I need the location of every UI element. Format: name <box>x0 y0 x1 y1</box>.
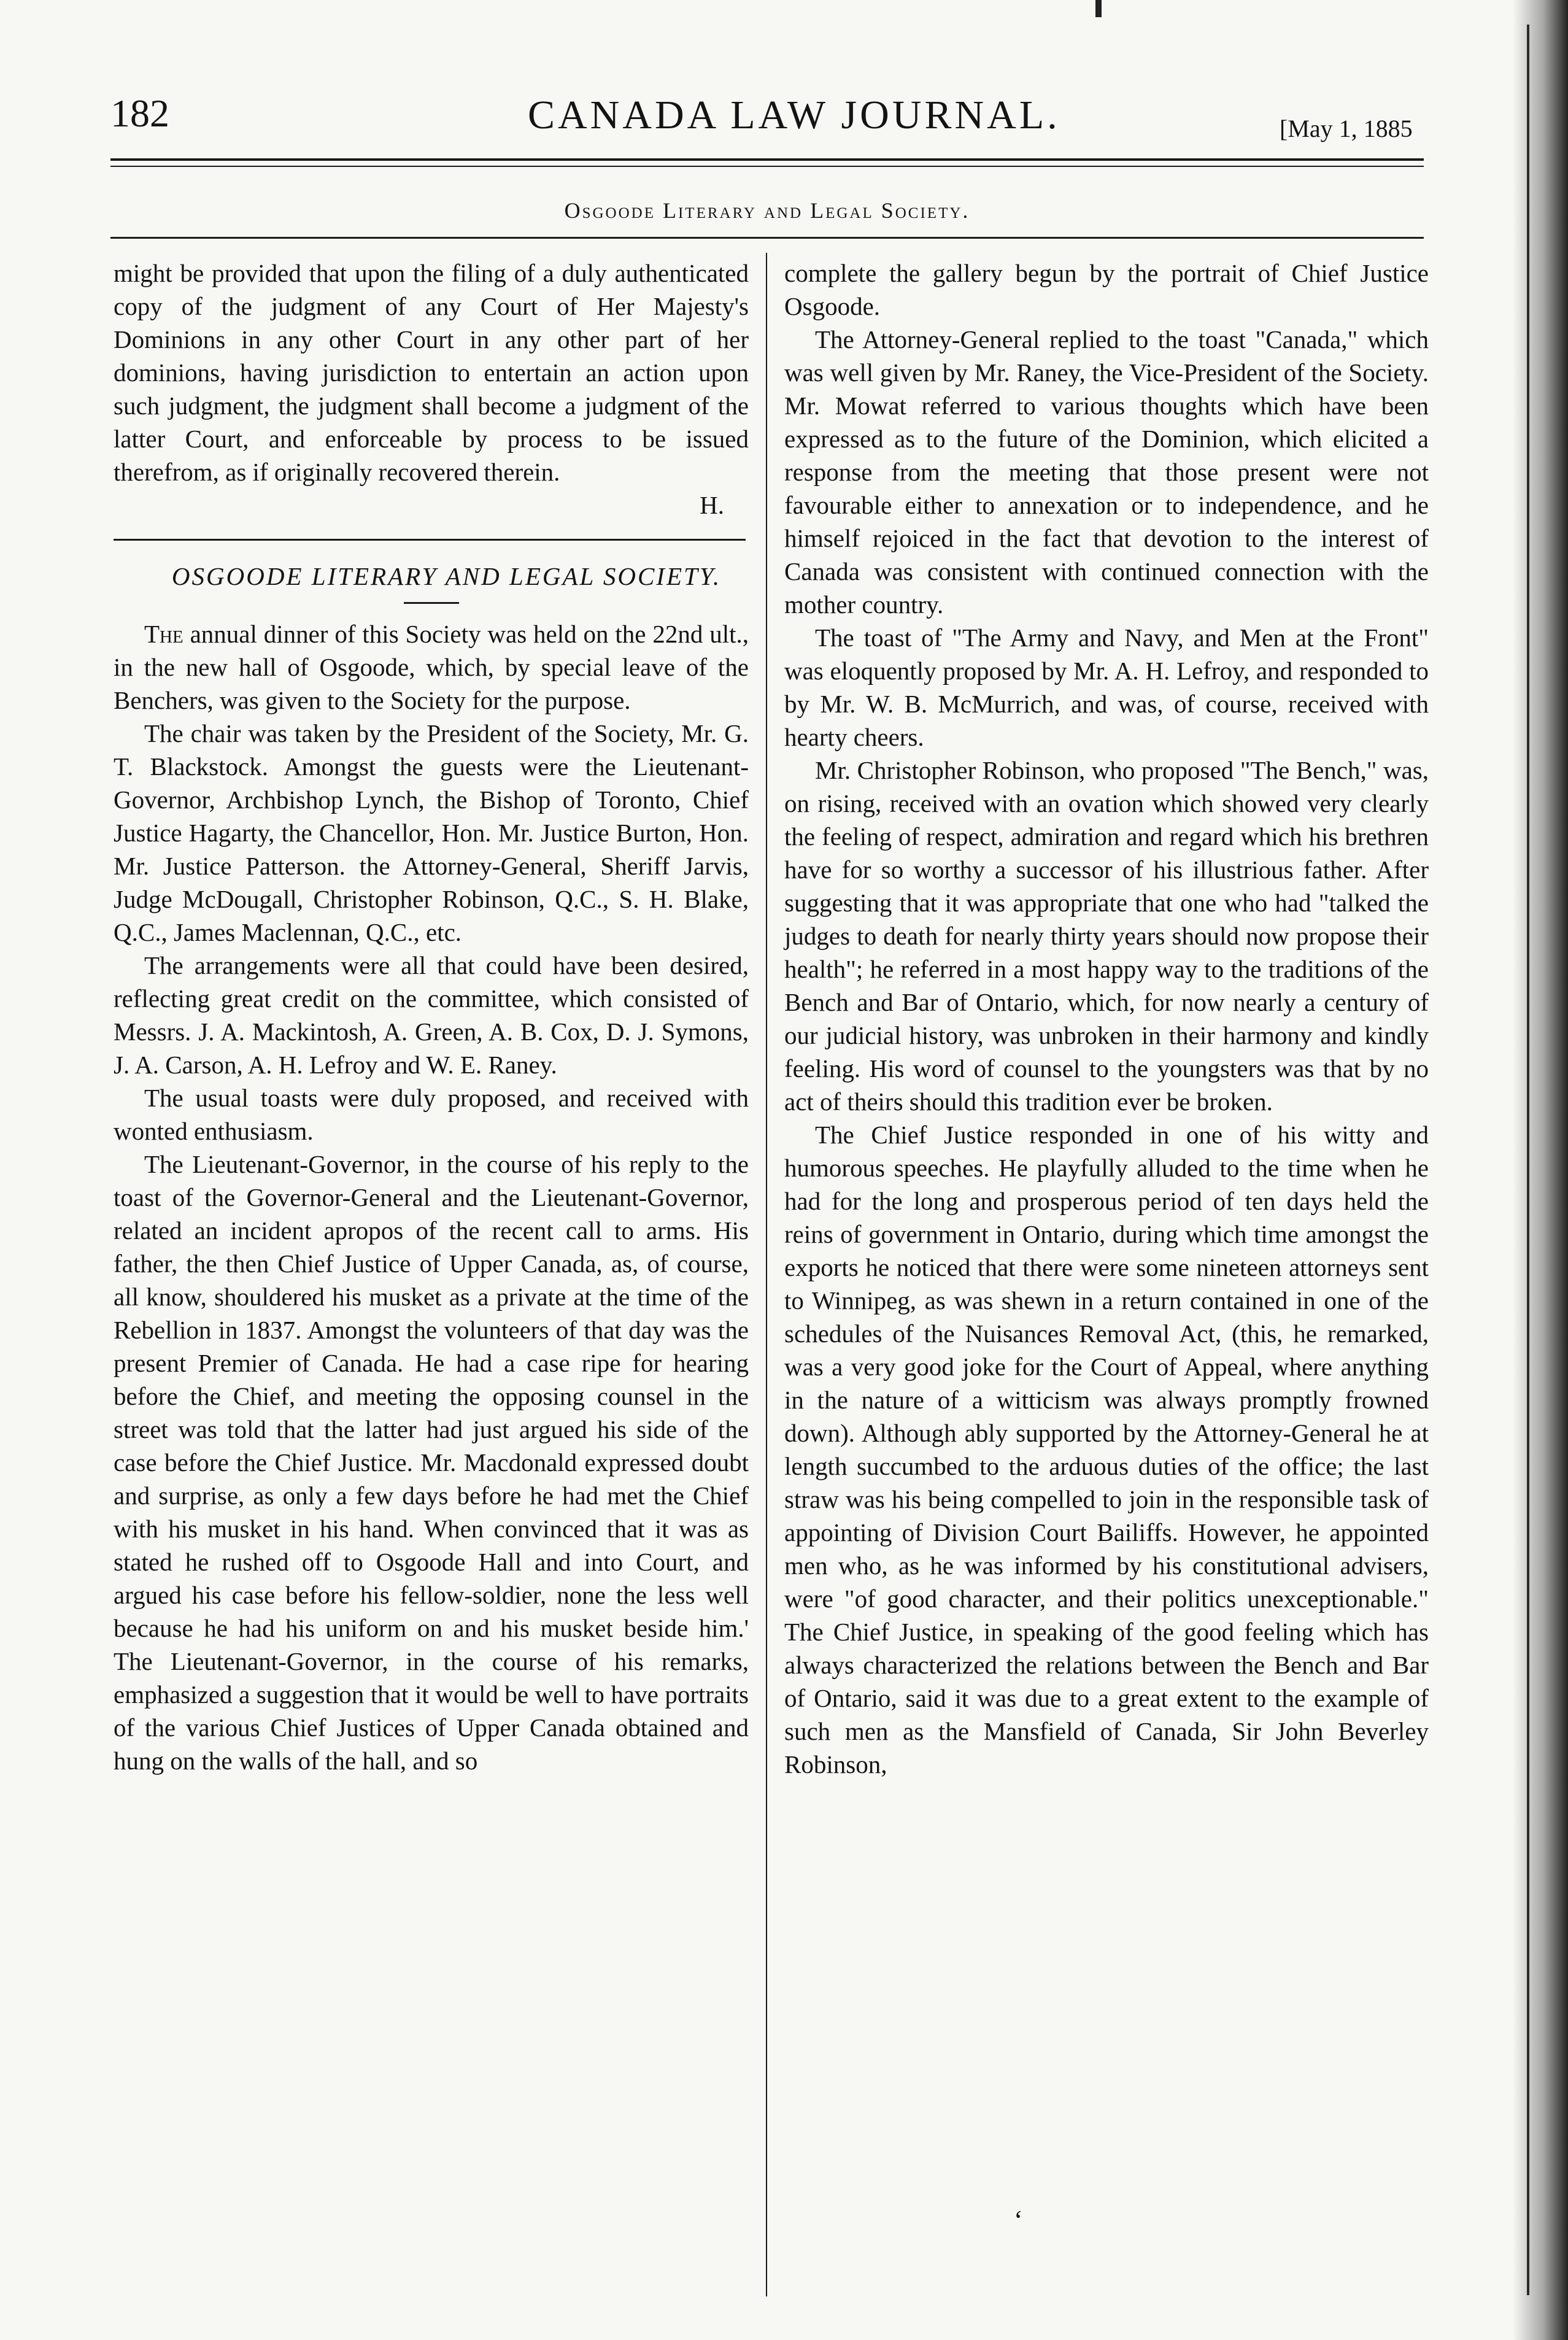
scan-edge-line <box>1527 25 1529 2295</box>
article-paragraph: The Attorney-General replied to the toast "Canada," which was well given by Mr. Raney, the Vice-President of the Society. Mr. Mowat referred to various thoughts which have been expressed as to the future of the Dominion, which elicited a response from the meeting that those present were not favourable either to annexation or to independence, and he himself rejoiced in the fact that devotion to the interest of Canada was consistent with continued connection with the mother country. <box>784 325 1429 619</box>
paragraph-text: annual dinner of this Society was held on the 22nd ult., in the new hall of Osgoode, which, by special leave of the Benchers, was given to the Society for the purpose. <box>114 620 749 714</box>
author-signature: H. <box>700 491 724 519</box>
article-paragraph: The toast of "The Army and Navy, and Men at the Front" was eloquently proposed by Mr. A. H. Lefroy, and responded to by Mr. W. B. McMurrich, and was, of course, received with hearty cheers. <box>784 624 1429 751</box>
article-paragraph: The Chief Justice responded in one of his witty and humorous speeches. He playfully alluded to the time when he had for the long and prosperous period of ten days held the reins of government in Ontario, during which time amongst the exports he noticed that there were some nineteen attorneys sent to Winnipeg, as was shewn in a return contained in one of the schedules of the Nuisances Removal Act, (this, he remarked, was a very good joke for the Court of Appeal, where anything in the nature of a witticism was always promptly frowned down). Although ably supported by the Attorney-General he at length succumbed to the arduous duties of the office; the last straw was his being compelled to join in the responsible task of appointing of Division Court Bailiffs. However, he appointed men who, as he was informed by his constitutional advisers, were "of good character, and their politics unexceptionable." The Chief Justice, in speaking of the good feeling which has always characterized the relations between the Bench and Bar of Ontario, said it was due to a great extent to the example of such men as the Mansfield of Canada, Sir John Beverley Robinson, <box>784 1121 1429 1778</box>
section-rule <box>110 237 1424 239</box>
article-separator <box>114 539 746 541</box>
left-column <box>114 257 749 1777</box>
column-divider <box>766 253 767 2296</box>
scan-shadow-edge <box>1513 0 1568 2340</box>
right-column <box>784 257 1429 1781</box>
article-paragraph: Mr. Christopher Robinson, who proposed "The Bench," was, on rising, received with an ovation which showed very clearly the feeling of respect, admiration and regard which his brethren have for so worthy a successor of his illustrious father. After suggesting that it was appropriate that one who had "talked the judges to death for nearly thirty years should now propose their health"; he referred in a most happy way to the traditions of the Bench and Bar of Ontario, which, for now nearly a century of our judicial history, was unbroken in their harmony and kindly feeling. His word of counsel to the youngsters was that by no act of theirs should this tradition ever be broken. <box>784 756 1429 1116</box>
continued-paragraph: complete the gallery begun by the portrait of Chief Justice Osgoode. <box>784 259 1429 320</box>
article-paragraph: The Lieutenant-Governor, in the course of his reply to the toast of the Governor-General and the Lieutenant-Governor, related an incident apropos of the recent call to arms. His father, the then Chief Justice of Upper Canada, as, of course, all know, shouldered his musket as a private at the time of the Rebellion in 1837. Amongst the volunteers of that day was the present Premier of Canada. He had a case ripe for hearing before the Chief, and meeting the opposing counsel in the street was told that the latter had just argued his side of the case before the Chief Justice. Mr. Macdonald expressed doubt and surprise, as only a few days before he had met the Chief with his musket in his hand. When convinced that it was as stated he rushed off to Osgoode Hall and into Court, and argued his case before his fellow-soldier, none the less well because he had his uniform on and his musket beside him.' The Lieutenant-Governor, in the course of his remarks, emphasized a suggestion that it would be well to have portraits of the various Chief Justices of Upper Canada obtained and hung on the walls of the hall, and so <box>114 1150 749 1775</box>
article-paragraph: The usual toasts were duly proposed, and received with wonted enthusiasm. <box>114 1084 749 1145</box>
header-rule-top <box>110 158 1424 161</box>
issue-date: [May 1, 1885 <box>1280 115 1413 142</box>
article-paragraph: The chair was taken by the President of the Society, Mr. G. T. Blackstock. Amongst the guests were the Lieutenant-Governor, Archbishop Lynch, the Bishop of Toronto, Chief Justice Hagarty, the Chancellor, Hon. Mr. Justice Burton, Hon. Mr. Justice Patterson. the Attorney-General, Sheriff Jarvis, Judge McDougall, Christopher Robinson, Q.C., S. H. Blake, Q.C., James Maclennan, Q.C., etc. <box>114 719 749 946</box>
footer-mark: ʻ <box>1014 2205 1023 2235</box>
article-paragraph: The arrangements were all that could have been desired, reflecting great credit on the committee, which consisted of Messrs. J. A. Mackintosh, A. Green, A. B. Cox, D. J. Symons, J. A. Carson, A. H. Lefroy and W. E. Raney. <box>114 951 749 1079</box>
page-number: 182 <box>110 91 169 135</box>
lead-word: The <box>144 620 183 648</box>
section-running-title: Osgoode Literary and Legal Society. <box>564 198 970 223</box>
running-head <box>0 0 1568 245</box>
journal-title: CANADA LAW JOURNAL. <box>528 93 1060 137</box>
title-rule <box>404 602 459 604</box>
continued-paragraph: might be provided that upon the filing of a duly authenticated copy of the judgment of any Court of Her Majesty's Dominions in any other Court in any other part of her dominions, having jurisdiction to entertain an action upon such judgment, the judgment shall become a judgment of the latter Court, and enforceable by process to be issued therefrom, as if originally recovered therein. <box>114 259 749 486</box>
header-rule-bottom <box>110 166 1424 167</box>
article-title: OSGOODE LITERARY AND LEGAL SOCIETY. <box>171 562 722 590</box>
article-paragraph <box>114 617 749 717</box>
